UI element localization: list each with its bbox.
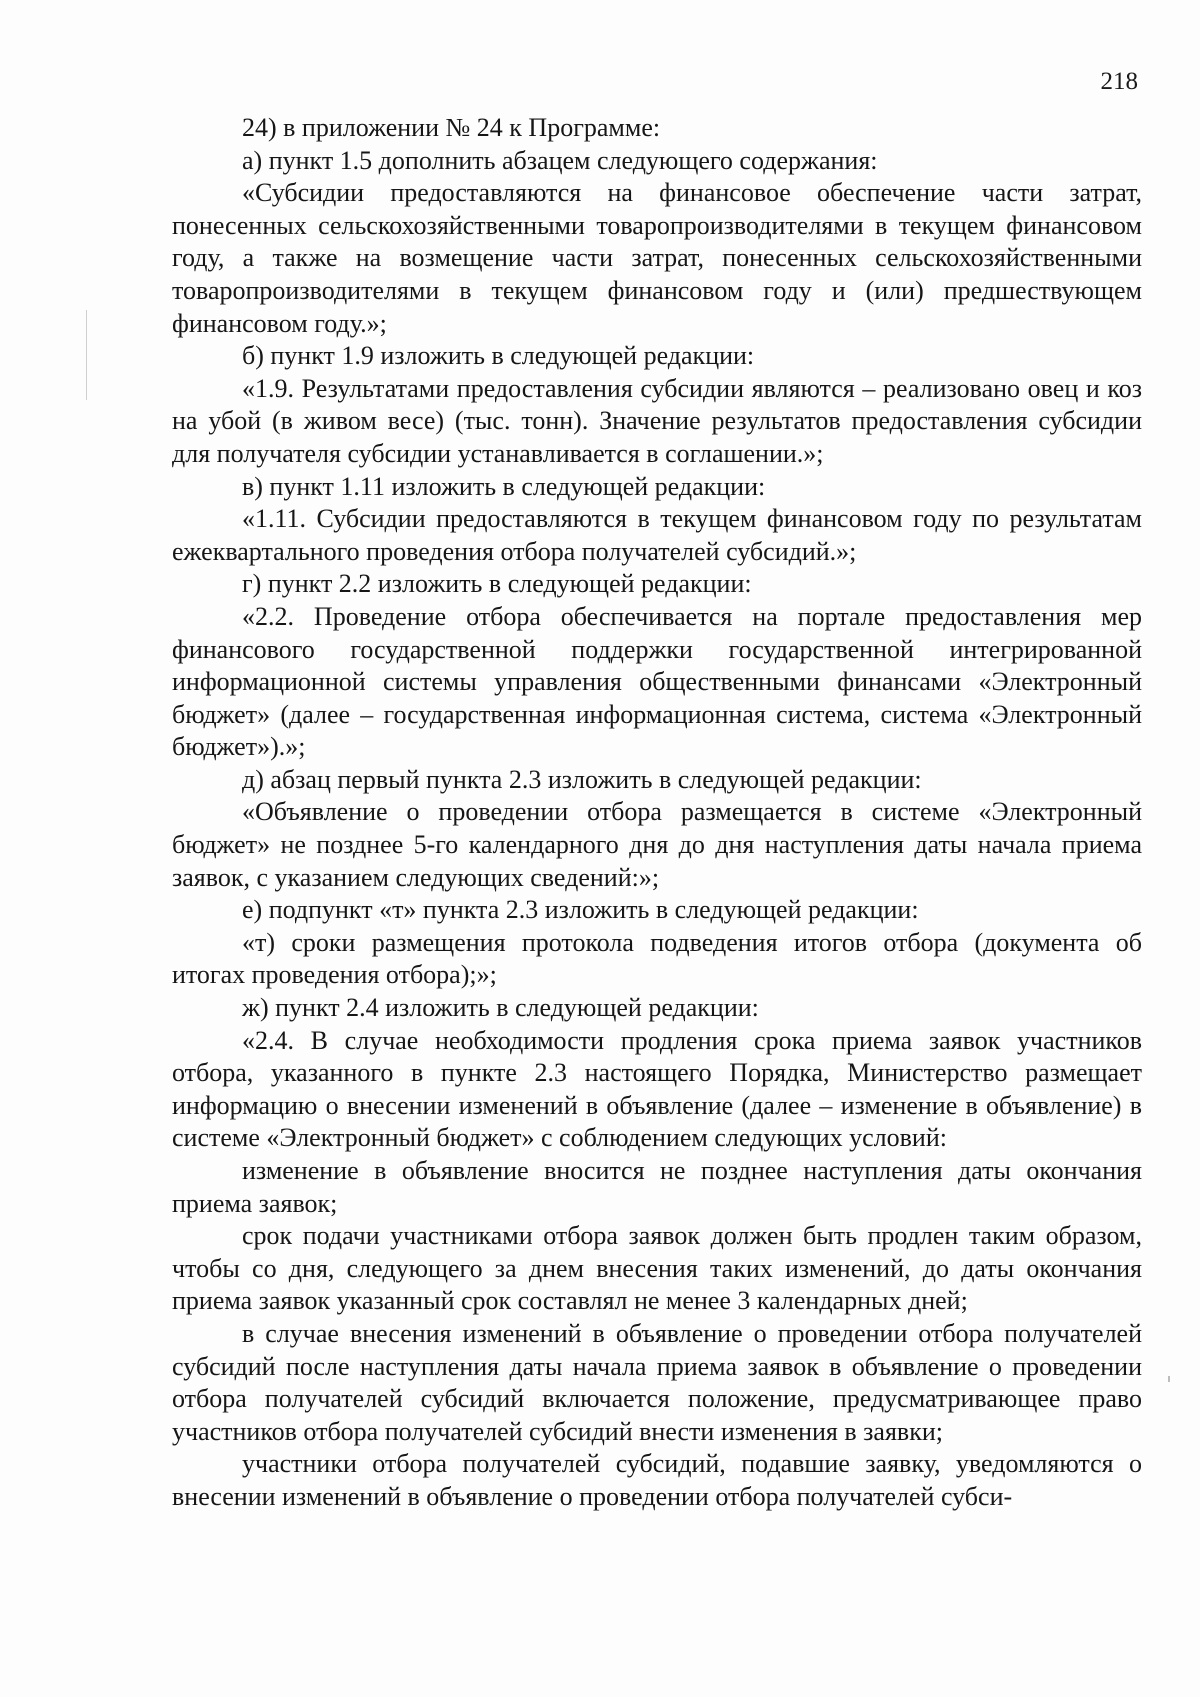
document-body [172,112,1142,1514]
paragraph-quote-2-3-t: «т) сроки размещения протокола подведения итогов отбора (документа об итогах проведения отбора);»; [172,927,1142,990]
paragraph-quote-1-9: «1.9. Результатами предоставления субсидии являются – реализовано овец и коз на убой (в живом весе) (тыс. тонн). Значение результатов предоставления субсидии для получателя субсидии устанавливается в соглашении.»; [172,373,1142,468]
paragraph-quote-2-4: «2.4. В случае необходимости продления срока приема заявок участников отбора, указанного в пункте 2.3 настоящего Порядка, Министерство размещает информацию о внесении изменений в объявление (далее – изменение в объявление) в системе «Электронный бюджет» с соблюдением следующих условий: [172,1025,1142,1153]
paragraph-subitem-g: г) пункт 2.2 изложить в следующей редакции: [242,569,752,599]
paragraph-quote-1-11: «1.11. Субсидии предоставляются в текущем финансовом году по результатам ежеквартального проведения отбора получателей субсидий.»; [172,504,1142,566]
paragraph-condition-2: срок подачи участниками отбора заявок должен быть продлен таким образом, чтобы со дня, следующего за днем внесения таких изменений, до даты окончания приема заявок указанный срок составлял не менее 3 календарных дней; [172,1221,1142,1316]
scan-margin-mark [1168,1376,1170,1382]
paragraph-subitem-e: е) подпункт «т» пункта 2.3 изложить в следующей редакции: [242,895,919,925]
paragraph-quote-2-2: «2.2. Проведение отбора обеспечивается на портале предоставления мер финансового государственной поддержки государственной интегрированной информационной системы управления общественными финансами «Электронный бюджет» (далее – государственная информационная система, система «Электронный бюджет»).»; [172,601,1142,762]
paragraph-subitem-zh: ж) пункт 2.4 изложить в следующей редакции: [242,993,759,1023]
paragraph-condition-4: участники отбора получателей субсидий, подавшие заявку, уведомляются о внесении изменений в объявление о проведении отбора получателей субси- [172,1449,1142,1511]
paragraph-subitem-v: в) пункт 1.11 изложить в следующей редакции: [242,471,766,501]
scan-margin-line [86,310,87,400]
paragraph-quote-2-3-first: «Объявление о проведении отбора размещается в системе «Электронный бюджет» не позднее 5-го календарного дня до дня наступления даты начала приема заявок, с указанием следующих сведений:»; [172,797,1142,892]
paragraph-condition-3: в случае внесения изменений в объявление о проведении отбора получателей субсидий после наступления даты начала приема заявок в объявление о проведении отбора получателей субсидий включается положение, предусматривающее право участников отбора получателей субсидий внести изменения в заявки; [172,1318,1142,1446]
paragraph-quote-1-5: «Субсидии предоставляются на финансовое обеспечение части затрат, понесенных сельскохозяйственными товаропроизводителями в текущем финансовом году, а также на возмещение части затрат, понесенных сельскохозяйственными товаропроизводителями в текущем финансовом году и (или) предшествующем финансовом году.»; [172,178,1142,338]
page-number: 218 [1100,68,1138,95]
paragraph-condition-1: изменение в объявление вносится не позднее наступления даты окончания приема заявок; [172,1156,1142,1218]
paragraph-subitem-a: а) пункт 1.5 дополнить абзацем следующего содержания: [242,145,878,175]
paragraph-item-24-heading: 24) в приложении № 24 к Программе: [242,113,661,142]
paragraph-subitem-d: д) абзац первый пункта 2.3 изложить в следующей редакции: [242,764,922,794]
paragraph-subitem-b: б) пункт 1.9 изложить в следующей редакции: [242,341,755,371]
